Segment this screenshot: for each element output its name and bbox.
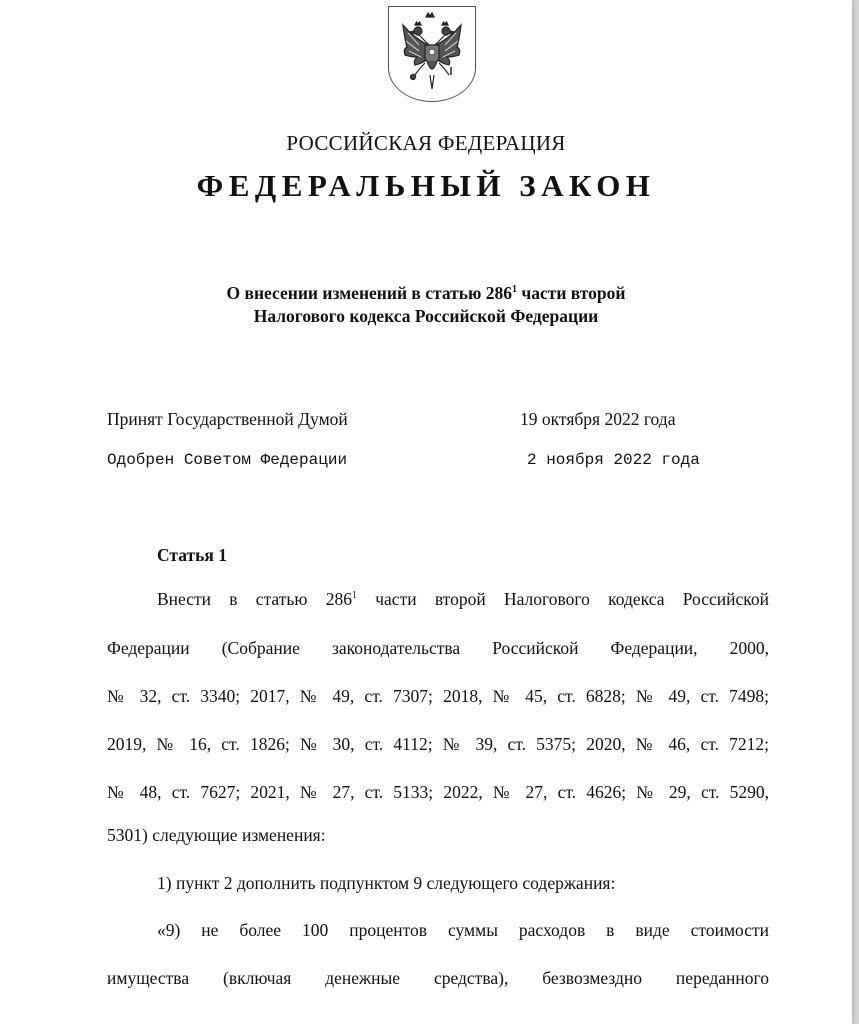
quote-line: имущества (включая денежные средства), безвозмездно переданного <box>107 968 769 988</box>
point-1-text: 1) пункт 2 дополнить подпунктом 9 следующего содержания: <box>157 873 616 893</box>
superscript: 1 <box>511 284 517 295</box>
article-text-line: № 32, ст. 3340; 2017, № 49, ст. 7307; 2018, № 45, ст. 6828; № 49, ст. 7498; <box>107 686 769 706</box>
duma-adoption-row <box>107 409 747 430</box>
article-text-line: 2019, № 16, ст. 1826; № 30, ст. 4112; № 39, ст. 5375; 2020, № 46, ст. 7212; <box>107 734 769 754</box>
law-title <box>0 282 852 328</box>
law-title-line-1: О внесении изменений в статью $286^1$ части второй <box>226 283 626 303</box>
article-text-line: 5301) следующие изменения: <box>107 825 326 845</box>
article-text-line: № 48, ст. 7627; 2021, № 27, ст. 5133; 2022, № 27, ст. 4626; № 29, ст. 5290, <box>107 782 769 802</box>
council-label: Одобрен Советом Федерации <box>107 451 348 469</box>
double-headed-eagle-icon <box>395 11 469 97</box>
article-intro-line: Внести в статью $286^1$ части второй Налогового кодекса Российской <box>157 589 769 609</box>
coat-of-arms-emblem <box>388 6 476 102</box>
duma-label: Принят Государственной Думой <box>107 409 348 429</box>
quote-line: «9) не более 100 процентов суммы расходов в виде стоимости <box>157 920 769 940</box>
council-date: 2 ноября 2022 года <box>527 451 700 469</box>
law-title-line-2: Налогового кодекса Российской Федерации <box>253 306 599 326</box>
duma-date: 19 октября 2022 года <box>520 409 676 429</box>
article-heading: Статья 1 <box>157 545 227 565</box>
article-text-line: Федерации (Собрание законодательства Российской Федерации, 2000, <box>107 638 769 658</box>
council-approval-row <box>107 451 747 469</box>
superscript: 1 <box>351 590 357 601</box>
document-type: ФЕДЕРАЛЬНЫЙ ЗАКОН <box>196 168 656 203</box>
country-name: РОССИЙСКАЯ ФЕДЕРАЦИЯ <box>286 131 566 155</box>
